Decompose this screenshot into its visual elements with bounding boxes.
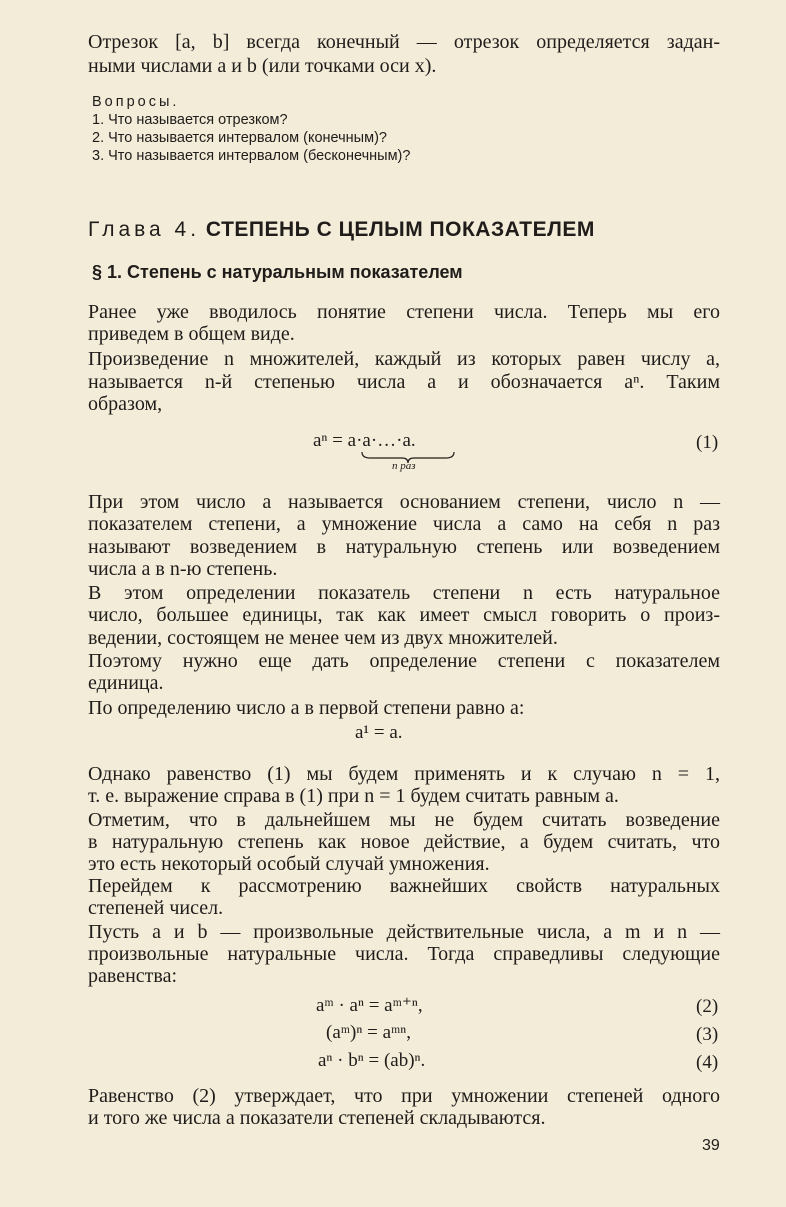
paragraph-line: показателем степени, а умножение числа a само на себя n раз (88, 513, 720, 535)
paragraph-line: это есть некоторый особый случай умножения. (88, 853, 490, 875)
formula-4: aⁿ · bⁿ = (ab)ⁿ. (318, 1050, 426, 1071)
questions-heading: Вопросы. (92, 94, 180, 110)
paragraph-line: Поэтому нужно еще дать определение степени с показателем (88, 650, 720, 672)
paragraph-line: Отметим, что в дальнейшем мы не будем считать возведение (88, 809, 720, 831)
paragraph-line: степеней чисел. (88, 897, 224, 919)
paragraph-line: ведении, состоящем не менее чем из двух множителей. (88, 627, 558, 649)
question-item-1: 1. Что называется отрезком? (92, 112, 288, 128)
top-paragraph-line-2 (88, 54, 720, 78)
paragraph-line: в натуральную степень как новое действие, а будем считать, что (88, 831, 720, 853)
paragraph-line: По определению число a в первой степени равно a: (88, 697, 525, 719)
paragraph-line: равенства: (88, 965, 178, 987)
paragraph-line: и того же числа a показатели степеней складываются. (88, 1107, 546, 1129)
equation-number-2: (2) (696, 996, 719, 1017)
chapter-label: Глава 4. (88, 218, 201, 241)
equation-number-4: (4) (696, 1052, 719, 1073)
paragraph-line: приведем в общем виде. (88, 323, 295, 345)
formula-first-power: a¹ = a. (355, 722, 403, 743)
top-paragraph-line-1 (88, 30, 720, 54)
chapter-heading (88, 218, 595, 242)
formula-1: aⁿ = a·a·…·a. (313, 430, 416, 451)
paragraph-line: единица. (88, 672, 164, 694)
paragraph-line: В этом определении показатель степени n есть натуральное (88, 582, 720, 604)
paragraph-line: число, большее единицы, так как имеет смысл говорить о произ- (88, 604, 720, 626)
text: Отрезок [a, b] всегда конечный — отрезок определяется задан- (88, 31, 720, 53)
chapter-title: СТЕПЕНЬ С ЦЕЛЫМ ПОКАЗАТЕЛЕМ (205, 218, 595, 241)
equation-number-1: (1) (696, 432, 719, 453)
paragraph-line: т. е. выражение справа в (1) при n = 1 будем считать равным a. (88, 785, 619, 807)
question-item-2: 2. Что называется интервалом (конечным)? (92, 130, 387, 146)
section-heading: § 1. Степень с натуральным показателем (92, 262, 463, 282)
equation-number-3: (3) (696, 1024, 719, 1045)
paragraph-line: произвольные натуральные числа. Тогда справедливы следующие (88, 943, 720, 965)
paragraph-line: Равенство (2) утверждает, что при умножении степеней одного (88, 1085, 720, 1107)
paragraph-line: числа a в n-ю степень. (88, 558, 278, 580)
paragraph-line: Пусть a и b — произвольные действительные числа, а m и n — (88, 921, 720, 943)
paragraph-line: Ранее уже вводилось понятие степени числа. Теперь мы его (88, 301, 720, 323)
brace-label: n раз (392, 460, 416, 472)
paragraph-line: образом, (88, 393, 163, 415)
formula-2: aᵐ · aⁿ = aᵐ⁺ⁿ, (316, 995, 423, 1016)
question-item-3: 3. Что называется интервалом (бесконечным)? (92, 148, 411, 164)
paragraph-line: называют возведением в натуральную степень или возведением (88, 536, 720, 558)
paragraph-line: называется n-й степенью числа a и обозначается aⁿ. Таким (88, 371, 720, 393)
formula-3: (aᵐ)ⁿ = aᵐⁿ, (326, 1022, 412, 1043)
text: ными числами a и b (или точками оси x). (88, 55, 437, 77)
paragraph-line: При этом число a называется основанием степени, число n — (88, 491, 720, 513)
paragraph-line: Произведение n множителей, каждый из которых равен числу a, (88, 348, 720, 370)
paragraph-line: Однако равенство (1) мы будем применять и к случаю n = 1, (88, 763, 720, 785)
paragraph-line: Перейдем к рассмотрению важнейших свойств натуральных (88, 875, 720, 897)
page-number: 39 (702, 1137, 720, 1154)
